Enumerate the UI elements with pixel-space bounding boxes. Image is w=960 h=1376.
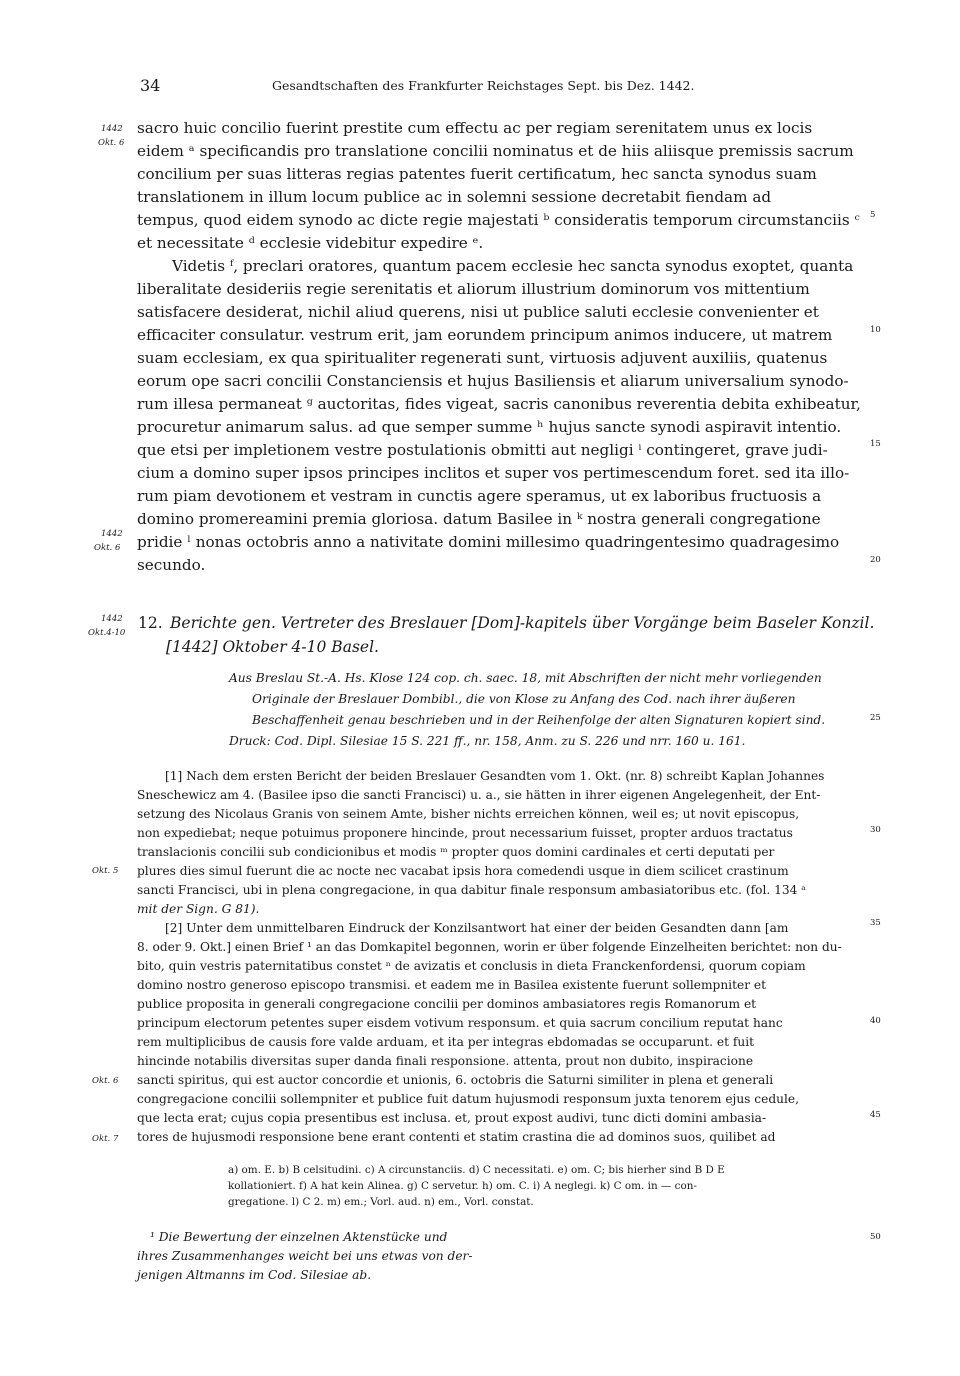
line-number: 45	[870, 1110, 881, 1120]
line-number: 20	[870, 555, 881, 565]
section-number: 12.	[138, 614, 163, 632]
line-number: 25	[870, 713, 881, 723]
margin-date-day: Okt. 6	[92, 1076, 119, 1086]
text-line: sancti Francisci, ubi in plena congregacione, in qua dabitur finale responsum ambasiatoribus etc. (fol. 134 ᵃ	[137, 883, 806, 897]
source-line: Beschaffenheit genau beschrieben und in der Reihenfolge der alten Signaturen kopiert sind.	[252, 713, 826, 727]
text-line: translationem in illum locum publice ac in solemni sessione decretabit fiendam ad	[137, 188, 772, 206]
text-line: que etsi per impletionem vestre postulationis obmitti aut negligi ⁱ contingeret, grave judi-	[137, 441, 828, 459]
text-line: congregacione concilii sollempniter et publice fuit datum hujusmodi responsum juxta tenorem ejus cedule,	[137, 1092, 799, 1106]
text-line: eidem ᵃ specificandis pro translatione concilii nominatus et de hiis aliisque premissis sacrum	[137, 142, 854, 160]
text-line: setzung des Nicolaus Granis von seinem Amte, bisher nichts erreichen können, weil es; ut novit episcopus,	[137, 807, 800, 821]
source-line: Aus Breslau St.-A. Hs. Klose 124 cop. ch. saec. 18, mit Abschriften der nicht mehr vorliegenden	[229, 671, 822, 685]
text-line: domino promereamini premia gloriosa. datum Basilee in ᵏ nostra generali congregatione	[137, 510, 821, 528]
text-line: tores de hujusmodi responsione bene erant contenti et statim crastina die ad dominos suos, quilibet ad	[137, 1130, 776, 1144]
running-title: Gesandtschaften des Frankfurter Reichstages Sept. bis Dez. 1442.	[272, 78, 695, 93]
text-line: efficaciter consulatur. vestrum erit, jam eorundem principum animos inducere, ut matrem	[137, 326, 833, 344]
margin-date-year: 1442	[101, 614, 123, 624]
source-line: Druck: Cod. Dipl. Silesiae 15 S. 221 ff., nr. 158, Anm. zu S. 226 und nrr. 160 u. 161.	[229, 734, 746, 748]
apparatus-line: kollationiert. f) A hat kein Alinea. g) C servetur. h) om. C. i) A neglegi. k) C om. in — con-	[228, 1180, 697, 1192]
text-line: et necessitate ᵈ ecclesie videbitur expedire ᵉ.	[137, 234, 484, 252]
margin-date-day: Okt. 6	[94, 543, 121, 553]
text-line: domino nostro generoso episcopo transmisi. et eadem me in Basilea existente fuerunt sollempniter et	[137, 978, 767, 992]
section-title: Berichte gen. Vertreter des Breslauer [Dom]-kapitels über Vorgänge beim Baseler Konzil.	[170, 614, 875, 632]
text-line: satisfacere desiderat, nichil aliud querens, nisi ut publice saluti ecclesie convenienter et	[137, 303, 819, 321]
text-line: eorum ope sacri concilii Constanciensis et hujus Basiliensis et aliarum universalium synodo-	[137, 372, 849, 390]
text-line: Videtis ᶠ, preclari oratores, quantum pacem ecclesie hec sancta synodus exoptet, quanta	[172, 257, 854, 275]
text-line: principum electorum petentes super eisdem votivum responsum. et quia sacrum concilium reputat hanc	[137, 1016, 783, 1030]
text-line: que lecta erat; cujus copia presentibus est inclusa. et, prout expost audivi, tunc dicti domini ambasia-	[137, 1111, 767, 1125]
text-line: mit der Sign. G 81).	[137, 902, 260, 916]
footnote-line: ¹ Die Bewertung der einzelnen Aktenstücke und	[150, 1230, 448, 1244]
text-line: cium a domino super ipsos principes inclitos et super vos pertimescendum foret. sed ita illo-	[137, 464, 850, 482]
text-line: plures dies simul fuerunt die ac nocte nec vacabat ipsis hora comedendi usque in diem scilicet crastinum	[137, 864, 789, 878]
line-number: 10	[870, 325, 881, 335]
margin-date-day: Okt. 7	[92, 1134, 119, 1144]
text-line: secundo.	[137, 556, 206, 574]
text-line: rum piam devotionem et vestram in cunctis agere speramus, ut ex laboribus fructuosis a	[137, 487, 822, 505]
apparatus-line: gregatione. l) C 2. m) em.; Vorl. aud. n) em., Vorl. constat.	[228, 1196, 534, 1208]
text-line: 8. oder 9. Okt.] einen Brief ¹ an das Domkapitel begonnen, worin er über folgende Einzelheiten berichtet: non du-	[137, 940, 842, 954]
text-line: sacro huic concilio fuerint prestite cum effectu ac per regiam serenitatem unus ex locis	[137, 119, 813, 137]
text-line: suam ecclesiam, ex qua spiritualiter regenerati sunt, virtuosis adjuvent auxiliis, quatenus	[137, 349, 828, 367]
section-date: [1442] Oktober 4-10 Basel.	[166, 638, 379, 656]
text-line: bito, quin vestris paternitatibus constet ⁿ de avizatis et conclusis in dieta Franckenfordensi, quorum copiam	[137, 959, 806, 973]
footnote-line: jenigen Altmanns im Cod. Silesiae ab.	[137, 1268, 372, 1282]
margin-date-day: Okt. 5	[92, 866, 119, 876]
text-line: non expediebat; neque potuimus proponere hincinde, prout necessarium fuisset, propter arduos tractatus	[137, 826, 793, 840]
text-line: [1] Nach dem ersten Bericht der beiden Breslauer Gesandten vom 1. Okt. (nr. 8) schreibt Kaplan Johannes	[165, 769, 825, 783]
line-number: 50	[870, 1232, 881, 1242]
line-number: 30	[870, 825, 881, 835]
text-line: Sneschewicz am 4. (Basilee ipso die sancti Francisci) u. a., sie hätten in ihrer eigenen Angelegenheit, der Ent-	[137, 788, 821, 802]
text-line: liberalitate desideriis regie serenitatis et aliorum illustrium dominorum vos mittentium	[137, 280, 810, 298]
text-line: rum illesa permaneat ᵍ auctoritas, fides vigeat, sacris canonibus reverentia debita exhibeatur,	[137, 395, 861, 413]
text-line: procuretur animarum salus. ad que semper summe ʰ hujus sancte synodi aspiravit intentio.	[137, 418, 842, 436]
source-line: Originale der Breslauer Dombibl., die von Klose zu Anfang des Cod. nach ihrer äußeren	[252, 692, 796, 706]
page-number: 34	[140, 76, 161, 95]
line-number: 40	[870, 1016, 881, 1026]
line-number: 35	[870, 918, 881, 928]
line-number: 5	[870, 210, 876, 220]
text-line: concilium per suas litteras regias patentes fuerit certificatum, hec sancta synodus suam	[137, 165, 817, 183]
margin-date-year: 1442	[101, 529, 123, 539]
margin-date-day: Okt. 6	[98, 138, 125, 148]
text-line: publice proposita in generali congregacione concilii per dominos ambasiatores regis Romanorum et	[137, 997, 757, 1011]
text-line: tempus, quod eidem synodo ac dicte regie majestati ᵇ consideratis temporum circumstanciis ᶜ	[137, 211, 860, 229]
footnote-line: ihres Zusammenhanges weicht bei uns etwas von der-	[137, 1249, 473, 1263]
text-line: hincinde notabilis diversitas super danda finali responsione. attenta, prout non dubito, inspiracione	[137, 1054, 754, 1068]
margin-date-year: 1442	[101, 124, 123, 134]
text-line: sancti spiritus, qui est auctor concordie et unionis, 6. octobris die Saturni similiter in plena et generali	[137, 1073, 774, 1087]
text-line: [2] Unter dem unmittelbaren Eindruck der Konzilsantwort hat einer der beiden Gesandten dann [am	[165, 921, 789, 935]
line-number: 15	[870, 439, 881, 449]
text-line: pridie ˡ nonas octobris anno a nativitate domini millesimo quadringentesimo quadragesimo	[137, 533, 840, 551]
text-line: translacionis concilii sub condicionibus et modis ᵐ propter quos domini cardinales et certi deputati per	[137, 845, 775, 859]
apparatus-line: a) om. E. b) B celsitudini. c) A circunstanciis. d) C necessitati. e) om. C; bis hierher sind B D E	[228, 1164, 725, 1176]
text-line: rem multiplicibus de causis fore valde arduam, et ita per integras ebdomadas se occuparunt. et fuit	[137, 1035, 755, 1049]
margin-date-day: Okt.4-10	[88, 628, 126, 638]
